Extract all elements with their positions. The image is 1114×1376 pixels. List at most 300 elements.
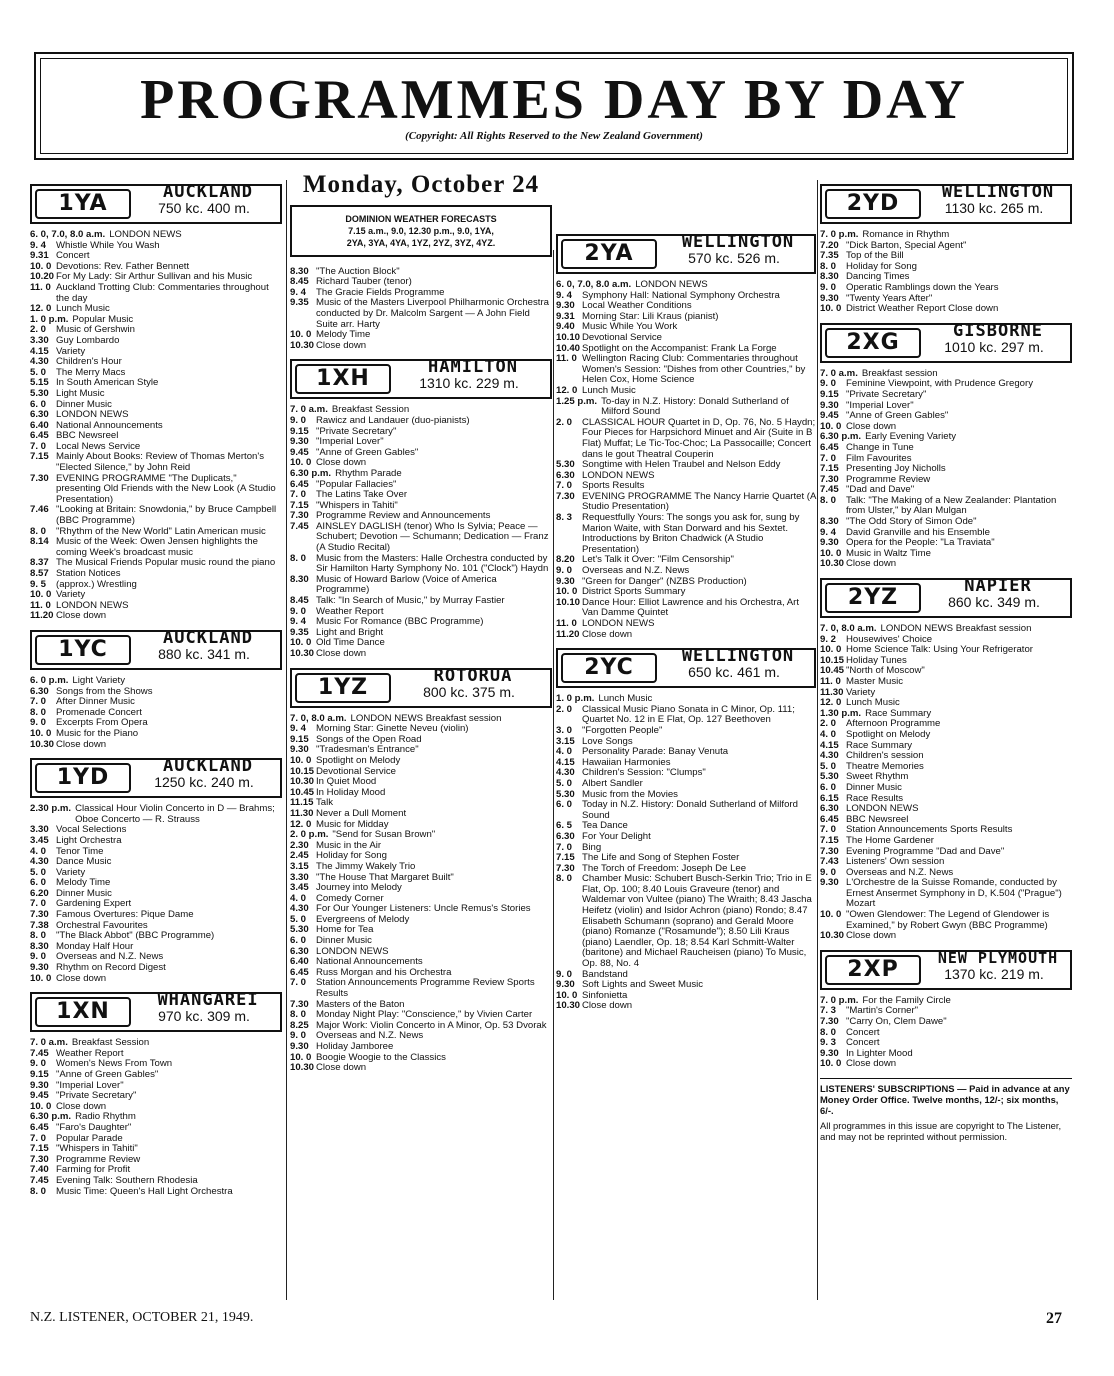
programme-time: 9.30 [290, 1041, 309, 1052]
programme-title: Afternoon Programme [846, 718, 941, 730]
programme-time: 6. 0 [820, 781, 837, 793]
programme-time: 8.37 [30, 557, 49, 569]
programme-title: "Private Secretary" [316, 425, 397, 437]
programme-time: 9. 0 [556, 565, 573, 577]
programme-title: Morning Star: Lili Kraus (pianist) [582, 310, 719, 322]
programme-title: LONDON NEWS [582, 618, 655, 629]
programme-time: 10.40 [556, 342, 581, 354]
programme-time: 8. 0 [290, 552, 307, 564]
programme-title: Journey into Melody [316, 882, 402, 894]
programme-row [30, 505, 282, 526]
subscriptions-notice: LISTENERS' SUBSCRIPTIONS — Paid in advance at any Money Order Office. Twelve months, 12/-; six months, 6/-. [820, 1078, 1072, 1116]
programme-time: 4.30 [820, 750, 839, 762]
programme-time: 10.30 [290, 339, 315, 351]
programme-title: Sweet Rhythm [846, 771, 909, 783]
station-name: AUCKLAND [163, 756, 253, 777]
programme-title: Spotlight on Melody [316, 754, 401, 766]
programme-title: Variety [846, 686, 876, 698]
programme-time: 6.30 [30, 409, 49, 421]
station-logo: 2YA [561, 239, 657, 269]
station-logo: 1YD [35, 763, 131, 793]
programme-title: For Our Younger Listeners: Uncle Remus's Stories [316, 903, 531, 915]
programme-time: 10. 0 [30, 589, 52, 601]
programme-title: The Home Gardener [846, 834, 934, 846]
programme-time: 2. 0 [820, 718, 837, 730]
programme-time: 10. 0 [290, 754, 312, 766]
programme-time: 6. 0 [556, 799, 573, 811]
station-header-1ya [30, 184, 282, 224]
programme-title: Russ Morgan and his Orchestra [316, 966, 452, 978]
programme-time: 7.30 [820, 1016, 839, 1028]
programme-title: Let's Talk it Over: "Film Censorship" [582, 554, 734, 566]
programme-time: 7. 0 a.m. [30, 1037, 68, 1049]
programme-time: 7.15 [820, 834, 839, 846]
programme-row [30, 336, 282, 347]
programme-time: 8. 3 [556, 512, 573, 524]
programme-title: The Torch of Freedom: Joseph De Lee [582, 862, 747, 874]
programme-row [556, 598, 816, 619]
programme-title: David Granville and his Ensemble [846, 526, 990, 538]
programme-title: Concert [56, 250, 90, 262]
programme-title: Albert Sandler [582, 777, 643, 789]
programme-title: Dance Music [56, 856, 112, 868]
programme-row [30, 974, 282, 985]
programme-time: 7.45 [290, 520, 309, 532]
programme-row [290, 756, 552, 767]
programme-time: 7.15 [290, 499, 309, 511]
programme-title: Old Time Dance [316, 637, 385, 649]
programme-title: Melody Time [316, 329, 371, 341]
programme-time: 12. 0 [30, 303, 52, 315]
programme-title: Orchestral Favourites [56, 919, 148, 931]
programme-time: 9. 4 [556, 289, 573, 301]
programme-list [820, 624, 1072, 942]
programme-row [556, 630, 816, 641]
programme-row [820, 304, 1072, 315]
programme-title: BBC Newsreel [846, 813, 909, 825]
programme-title: Local Weather Conditions [582, 300, 692, 312]
programme-row [820, 559, 1072, 570]
programme-time: 7.30 [290, 998, 309, 1010]
programme-time: 10.15 [290, 765, 315, 777]
programme-title: LONDON NEWS [316, 945, 389, 957]
copyright-line: (Copyright: All Rights Reserved to the New Zealand Government) [405, 130, 703, 142]
programme-title: Devotional Service [316, 765, 396, 777]
programme-title: National Announcements [56, 419, 163, 431]
programme-time: 4.30 [556, 767, 575, 779]
programme-title: Music from the Movies [582, 788, 678, 800]
programme-title: Tenor Time [56, 845, 104, 857]
programme-time: 4. 0 [30, 845, 47, 857]
programme-list [556, 694, 816, 1012]
programme-title: "Forgotten People" [582, 724, 663, 736]
programme-title: Close down [846, 420, 897, 432]
programme-title: "Anne of Green Gables" [846, 410, 949, 422]
programme-title: Variety [56, 345, 86, 357]
programme-title: EVENING PROGRAMME "The Duplicats," presenting Old Friends with the New Look (A Studio Presentation) [56, 472, 276, 505]
programme-time: 5. 0 [820, 760, 837, 772]
programme-title: Close down [316, 1062, 367, 1074]
programme-time: 9.30 [556, 300, 575, 312]
programme-title: To-day in N.Z. History: Donald Sutherland of Milford Sound [601, 395, 789, 418]
programme-time: 7.15 [556, 852, 575, 864]
programme-title: "Green for Danger" (NZBS Production) [582, 575, 747, 587]
programme-title: Music of the Masters Liverpool Philharmonic Orchestra conducted by Dr. Malcolm Sargent — A John Field Suite arr. Harty [316, 297, 550, 330]
programme-time: 10.30 [290, 1062, 315, 1074]
programme-title: Close down [582, 1000, 633, 1012]
programme-time: 8. 0 [820, 260, 837, 272]
programme-row [290, 862, 552, 873]
programme-time: 6.15 [820, 792, 839, 804]
programme-title: Race Results [846, 792, 904, 804]
programme-title: Rhythm on Record Digest [56, 962, 166, 974]
programme-row [30, 283, 282, 304]
programme-time: 9.45 [290, 446, 309, 458]
programme-time: 10. 0 [820, 303, 842, 315]
programme-title: Vocal Selections [56, 824, 127, 836]
station-name: WHANGAREI [157, 990, 259, 1011]
programme-time: 9.30 [290, 744, 309, 756]
programme-title: Boogie Woogie to the Classics [316, 1051, 446, 1063]
station-frequency: 970 kc. 309 m. [158, 1008, 250, 1025]
station-header-1yz [290, 665, 552, 708]
programme-time: 7. 3 [820, 1005, 837, 1017]
programme-title: Film Favourites [846, 452, 912, 464]
programme-title: "Owen Glendower: The Legend of Glendower is Examined," by Robert Gwyn (BBC Programme) [846, 909, 1050, 931]
programme-time: 8.30 [290, 573, 309, 585]
programme-time: 9. 0 [556, 968, 573, 980]
programme-time: 7. 0 a.m. [290, 404, 328, 416]
programme-time: 9.40 [556, 321, 575, 333]
station-logo: 2XP [825, 955, 921, 985]
programme-row [30, 729, 282, 740]
programme-time: 9. 0 [290, 1030, 307, 1042]
programme-title: Personality Parade: Banay Venuta [582, 746, 729, 758]
programme-list [820, 369, 1072, 570]
programme-row [30, 230, 282, 241]
programme-row [556, 513, 816, 555]
programme-row [556, 386, 816, 397]
programme-row [290, 649, 552, 660]
masthead [34, 52, 1074, 160]
programme-time: 5.30 [290, 924, 309, 936]
programme-title: Feminine Viewpoint, with Prudence Gregory [846, 378, 1033, 390]
programme-time: 4.30 [30, 356, 49, 368]
programme-time: 6.45 [290, 966, 309, 978]
programme-time: 8. 0 [820, 494, 837, 506]
programme-time: 4. 0 [290, 892, 307, 904]
programme-time: 7. 0 [30, 440, 47, 452]
programme-title: Weather Report [56, 1047, 124, 1059]
programme-title: Popular Parade [56, 1132, 123, 1144]
programme-time: 9.15 [820, 388, 839, 400]
programme-title: Close down [316, 648, 367, 659]
programme-title: Children's session [846, 750, 924, 762]
station-name: ROTORUA [433, 665, 513, 686]
programme-time: 9. 0 [820, 281, 837, 293]
programme-title: Never a Dull Moment [316, 807, 407, 819]
programme-title: "Faro's Daughter" [56, 1121, 132, 1133]
programme-time: 6. 5 [556, 820, 573, 832]
programme-title: Popular Music [72, 313, 134, 325]
programme-title: Holiday Tunes [846, 654, 907, 666]
programme-time: 9. 0 [290, 605, 307, 617]
programme-title: Whistle While You Wash [56, 239, 160, 251]
programme-time: 5.30 [556, 459, 575, 471]
programme-list [290, 267, 552, 352]
programme-time: 5. 0 [30, 366, 47, 378]
programme-title: LONDON NEWS [56, 599, 129, 611]
programme-time: 10. 0 [290, 329, 312, 341]
station-name: NEW PLYMOUTH [937, 948, 1059, 967]
programme-time: 3. 0 [556, 724, 573, 736]
programme-time: 8.30 [820, 271, 839, 283]
programme-time: 10.30 [820, 558, 845, 570]
programme-time: 3.30 [30, 824, 49, 836]
programme-time: 11.15 [290, 797, 314, 809]
programme-title: The Latins Take Over [316, 489, 408, 501]
programme-title: "Martin's Corner" [846, 1005, 919, 1017]
programme-title: Dancing Times [846, 271, 910, 283]
programme-title: Songs of the Open Road [316, 733, 422, 745]
programme-time: 9. 0 [30, 1058, 47, 1070]
programme-title: L'Orchestre de la Suisse Romande, conducted by Ernest Ansermet Symphony in D, K.504 ("Prague") Mozart [846, 877, 1062, 910]
programme-time: 9.15 [290, 425, 309, 437]
programme-row [820, 496, 1072, 517]
programme-title: "Anne of Green Gables" [56, 1069, 159, 1080]
station-header-2yd [820, 184, 1072, 224]
programme-row [820, 730, 1072, 741]
programme-row [30, 1123, 282, 1134]
programme-title: "Imperial Lover" [846, 399, 914, 411]
programme-list [30, 804, 282, 984]
programme-time: 1. 0 p.m. [556, 693, 595, 705]
programme-time: 2.30 p.m. [30, 803, 72, 815]
programme-title: "The House That Margaret Built" [316, 871, 454, 883]
programme-title: Breakfast Session [71, 1037, 150, 1049]
station-frequency: 1370 kc. 219 m. [944, 965, 1044, 982]
programme-title: "Imperial Lover" [316, 436, 384, 448]
programme-time: 7.46 [30, 504, 49, 516]
programme-time: 10.10 [556, 596, 581, 608]
programme-title: Housewives' Choice [846, 633, 933, 645]
programme-title: Classical Hour Violin Concerto in D — Brahms; Oboe Concerto — R. Strauss [75, 803, 275, 825]
programme-row [290, 469, 552, 480]
programme-time: 10. 0 [290, 637, 312, 649]
station-header-2xp [820, 950, 1072, 990]
programme-row [30, 1070, 282, 1081]
programme-time: 11. 0 [556, 618, 577, 629]
page-title: PROGRAMMES DAY BY DAY [140, 69, 968, 131]
programme-title: Music of Gershwin [56, 324, 135, 336]
programme-row [556, 726, 816, 737]
programme-title: Masters of the Baton [316, 998, 405, 1010]
programme-time: 8.25 [290, 1019, 309, 1031]
programme-title: Close down [846, 1058, 897, 1070]
programme-title: "Private Secretary" [56, 1090, 137, 1102]
programme-title: Overseas and N.Z. News [316, 1030, 424, 1042]
programme-time: 2. 0 p.m. [290, 829, 329, 841]
programme-time: 9.15 [290, 733, 309, 745]
programme-title: Talk: "The Making of a New Zealander: Plantation from Ulster," by Alan Mulgan [846, 494, 1057, 517]
programme-time: 9.30 [556, 979, 575, 991]
programme-time: 3.15 [290, 860, 309, 872]
programme-title: Music for the Piano [56, 727, 139, 739]
programme-title: Songtime with Helen Traubel and Nelson Eddy [582, 459, 781, 471]
programme-row [30, 1176, 282, 1187]
programme-row [30, 474, 282, 506]
programme-time: 6. 0 [30, 877, 47, 889]
programme-time: 8.45 [290, 276, 309, 288]
programme-time: 6.30 [30, 685, 49, 697]
programme-row [820, 910, 1072, 931]
programme-row [820, 931, 1072, 942]
programme-title: After Dinner Music [56, 696, 135, 708]
programme-title: Close down [316, 339, 367, 351]
programme-title: Holiday for Song [846, 260, 917, 272]
programme-time: 12. 0 [290, 818, 312, 830]
programme-title: Evergreens of Melody [316, 913, 410, 925]
programme-title: Tea Dance [582, 820, 628, 832]
programme-time: 2.30 [290, 839, 309, 851]
programme-time: 10.20 [30, 271, 55, 283]
programme-row [556, 397, 816, 418]
programme-time: 6.45 [290, 478, 309, 490]
station-name: AUCKLAND [163, 182, 253, 202]
programme-time: 9. 5 [30, 578, 47, 590]
programme-time: 8. 0 [820, 1026, 837, 1038]
programme-title: Concert [846, 1037, 880, 1049]
programme-time: 11. 0 [556, 353, 577, 365]
programme-title: Devotions: Rev. Father Bennett [56, 260, 190, 272]
programme-row [30, 452, 282, 473]
programme-title: "Dad and Dave" [846, 484, 915, 496]
programme-time: 6. 0 p.m. [30, 674, 69, 686]
programme-time: 9.30 [820, 537, 839, 549]
programme-time: 2. 0 [556, 703, 573, 715]
station-frequency: 1310 kc. 229 m. [419, 375, 519, 392]
programme-title: Light Variety [72, 674, 126, 686]
programme-time: 7. 0 p.m. [820, 994, 859, 1006]
programme-title: Gardening Expert [56, 898, 132, 910]
weather-stations: 2YA, 3YA, 4YA, 1YZ, 2YZ, 3YZ, 4YZ. [346, 237, 496, 248]
station-header-2xg [820, 320, 1072, 363]
station-logo: 1XN [35, 997, 131, 1027]
station-name: HAMILTON [428, 357, 518, 378]
programme-time: 7.45 [30, 1174, 49, 1186]
programme-title: Lunch Music [56, 303, 110, 315]
programme-title: Rawicz and Landauer (duo-pianists) [316, 414, 470, 426]
programme-row [290, 416, 552, 427]
programme-title: Symphony Hall: National Symphony Orchestra [582, 289, 780, 301]
programme-time: 10.45 [820, 665, 845, 677]
programme-time: 6. 0, 7.0, 8.0 a.m. [30, 229, 106, 240]
programme-time: 9.45 [820, 410, 839, 422]
programme-list [290, 405, 552, 659]
station-frequency: 800 kc. 375 m. [423, 683, 515, 700]
programme-time: 8.30 [30, 940, 49, 952]
programme-time: 7.30 [556, 862, 575, 874]
station-frequency: 880 kc. 341 m. [158, 645, 250, 662]
station-logo: 1XH [295, 364, 391, 394]
programme-title: Melody Time [56, 877, 111, 889]
programme-title: Close down [56, 610, 107, 622]
programme-title: Evening Programme "Dad and Dave" [846, 845, 1005, 857]
programme-title: LONDON NEWS Breakfast session [350, 712, 502, 724]
programme-title: Presenting Joy Nicholls [846, 463, 946, 475]
programme-title: "Private Secretary" [846, 388, 927, 400]
programme-time: 9.30 [290, 436, 309, 448]
station-name: GISBORNE [953, 320, 1043, 341]
programme-time: 10. 0 [290, 457, 312, 469]
programme-time: 7.30 [290, 510, 309, 522]
programme-title: Spotlight on the Accompanist: Frank La Forge [582, 342, 777, 354]
programme-time: 5. 0 [30, 866, 47, 878]
programme-title: Richard Tauber (tenor) [316, 276, 412, 288]
programme-time: 7.30 [30, 1153, 49, 1165]
programme-title: Music for Midday [316, 818, 389, 830]
programme-title: Station Announcements Programme Review Sports Results [316, 977, 535, 1000]
programme-title: Music in the Air [316, 839, 382, 851]
programme-title: Close down [582, 628, 633, 640]
programme-time: 9.15 [30, 1069, 49, 1080]
column-1 [30, 180, 282, 1197]
programme-time: 7.30 [30, 472, 49, 484]
programme-time: 7.40 [30, 1164, 49, 1176]
programme-time: 7.38 [30, 919, 49, 931]
programme-title: Variety [56, 866, 86, 878]
programme-time: 7. 0 [556, 480, 573, 492]
programme-title: Bandstand [582, 968, 628, 980]
programme-time: 9.30 [820, 877, 839, 889]
programme-time: 7. 0 [820, 824, 837, 836]
programme-title: "Whispers in Tahiti" [316, 499, 398, 511]
programme-time: 7.15 [30, 1143, 49, 1155]
programme-title: Holiday Jamboree [316, 1041, 394, 1052]
programme-row [30, 537, 282, 558]
programme-row [820, 783, 1072, 794]
programme-title: Top of the Bill [846, 250, 904, 262]
programme-time: 6.30 [556, 830, 575, 842]
programme-list [30, 676, 282, 750]
station-frequency: 650 kc. 461 m. [688, 664, 780, 681]
programme-time: 8.57 [30, 568, 49, 579]
programme-title: Light and Bright [316, 626, 384, 638]
programme-title: Love Songs [582, 735, 633, 747]
programme-title: LONDON NEWS Breakfast session [880, 623, 1032, 635]
programme-time: 6.30 [556, 469, 575, 481]
programme-row [30, 611, 282, 622]
programme-time: 8.30 [820, 516, 839, 528]
programme-time: 9. 4 [290, 616, 307, 628]
programme-row [556, 492, 816, 513]
programme-title: Music While You Work [582, 321, 678, 333]
programme-time: 7.20 [820, 239, 839, 251]
programme-time: 4.30 [290, 903, 309, 915]
programme-row [290, 1042, 552, 1053]
programme-title: Dinner Music [56, 398, 112, 410]
programme-title: Home Science Talk: Using Your Refrigerator [846, 644, 1033, 656]
programme-time: 10.30 [290, 776, 315, 788]
programme-time: 7. 0, 8.0 a.m. [290, 712, 347, 724]
programme-title: Talk: "In Search of Music," by Murray Fastier [316, 595, 505, 607]
station-header-1yc [30, 627, 282, 670]
programme-time: 8.30 [290, 265, 309, 277]
programme-title: Wellington Racing Club: Commentaries throughout Women's Session: "Dishes from other Countries," by Helen Cox, Home Science [582, 353, 806, 386]
programme-title: For the Family Circle [862, 994, 951, 1006]
programme-time: 4.15 [820, 739, 839, 751]
programme-time: 7. 0 [30, 696, 47, 708]
